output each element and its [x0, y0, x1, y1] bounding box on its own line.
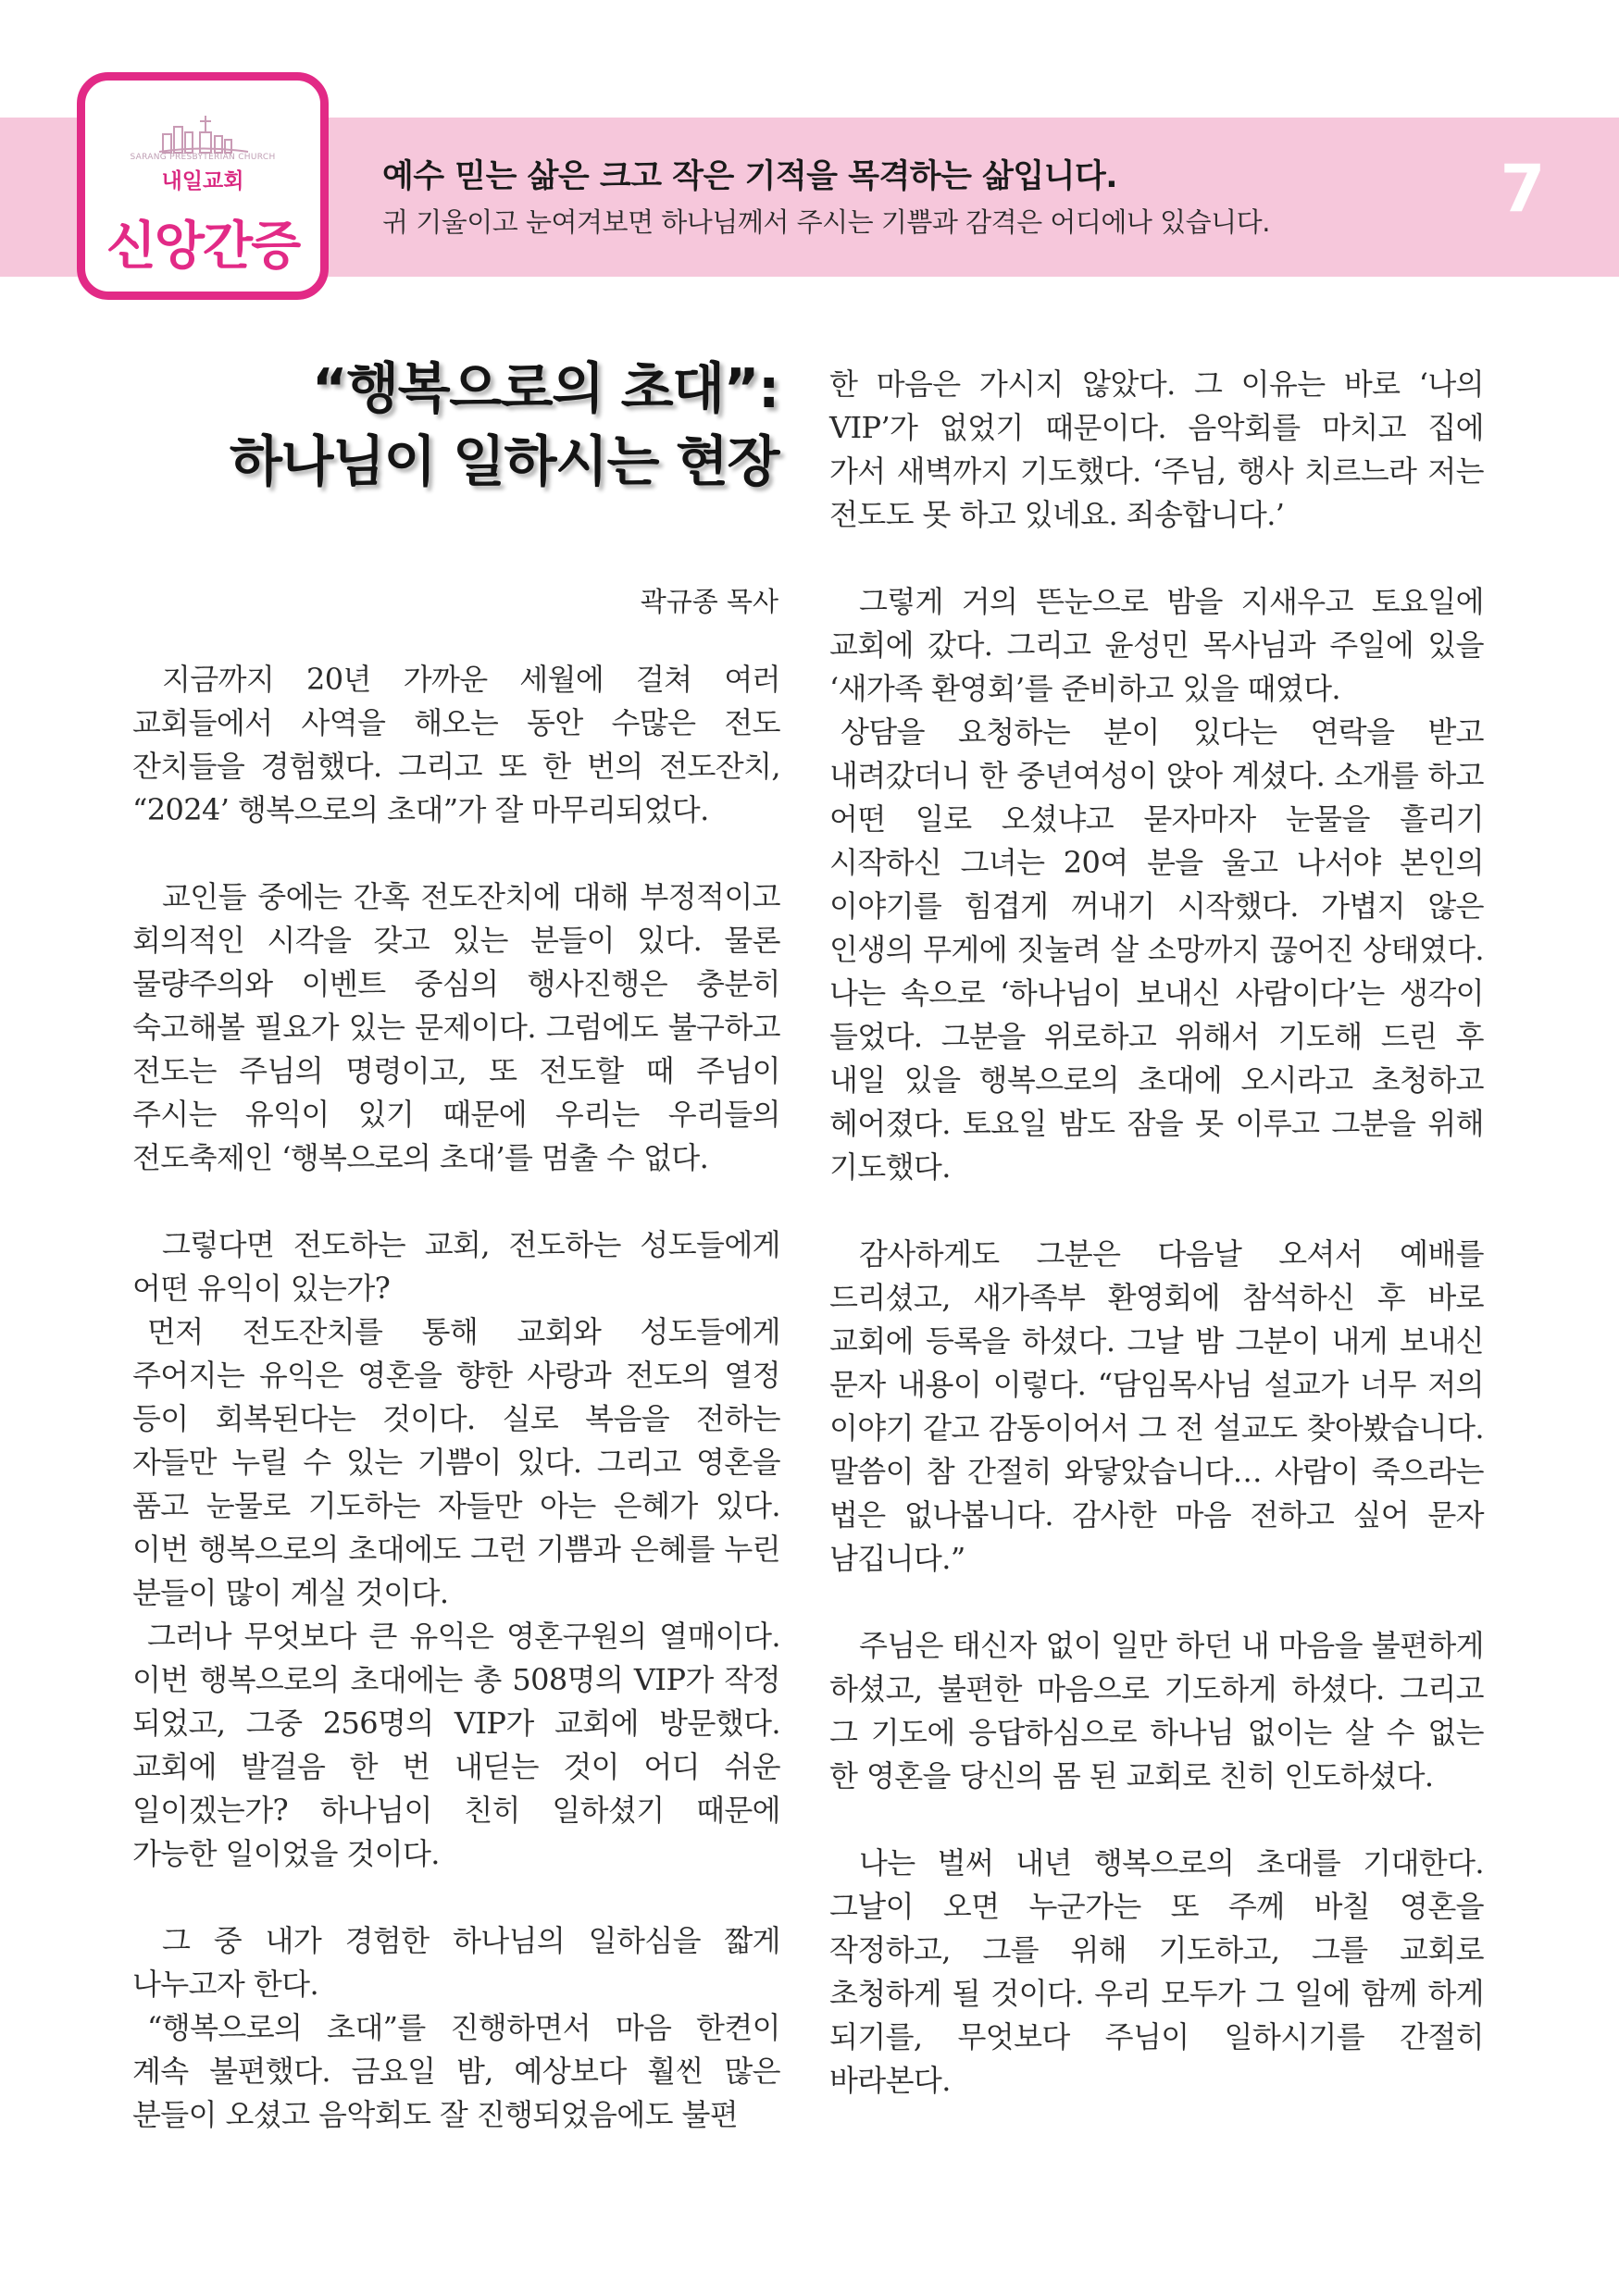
header-subline: 귀 기울이고 눈여겨보면 하나님께서 주시는 기쁨과 감격은 어디에나 있습니다.: [382, 206, 1270, 238]
logo-subtitle: SARANG PRESBYTERIAN CHURCH: [130, 153, 276, 162]
paragraph: 먼저 전도잔치를 통해 교회와 성도들에게 주어지는 유익은 영혼을 향한 사랑과 전도의 열정 등이 회복된다는 것이다. 실로 복음을 전하는 자들만 누릴 수 있는 기쁨이 있다. 그리고 영혼을 품고 눈물로 기도하는 자들만 아는 은혜가 있다. 이번 행복으로의 초대에도 그런 기쁨과 은혜를 누린 분들이 많이 계실 것이다.: [132, 1314, 780, 1610]
page-number: 7: [1500, 151, 1546, 227]
paragraph: 지금까지 20년 가까운 세월에 걸쳐 여러 교회들에서 사역을 해오는 동안 수많은 전도 잔치들을 경험했다. 그리고 또 한 번의 전도잔치, “2024’ 행복으로의 초대”가 잘 마무리되었다.: [132, 662, 780, 827]
paragraph: 나는 벌써 내년 행복으로의 초대를 기대한다. 그날이 오면 누군가는 또 주께 바칠 영혼을 작정하고, 그를 위해 기도하고, 그를 교회로 초청하게 될 것이다. 우리 모두가 그 일에 함께 하게 되기를, 무엇보다 주님이 일하시기를 간절히 바라본다.: [829, 1845, 1484, 2098]
article-right-column: [829, 363, 1484, 2103]
section-title: 신앙간증: [106, 217, 300, 277]
paragraph: 상담을 요청하는 분이 있다는 연락을 받고 내려갔더니 한 중년여성이 앉아 계셨다. 소개를 하고 어떤 일로 오셨냐고 묻자마자 눈물을 흘리기 시작하신 그녀는 20여 분을 울고 나서야 본인의 이야기를 힘겹게 꺼내기 시작했다. 가볍지 않은 인생의 무게에 짓눌려 살 소망까지 끊어진 상태였다. 나는 속으로 ‘하나님이 보내신 사람이다’는 생각이 들었다. 그분을 위로하고 위해서 기도해 드린 후 내일 있을 행복으로의 초대에 오시라고 초청하고 헤어졌다. 토요일 밤도 잠을 못 이루고 그분을 위해 기도했다.: [829, 714, 1484, 1185]
paragraph: “행복으로의 초대”를 진행하면서 마음 한켠이 계속 불편했다. 금요일 밤, 예상보다 훨씬 많은 분들이 오셨고 음악회도 잘 진행되었음에도 불편: [132, 2010, 780, 2132]
article-author: 곽규종 목사: [640, 586, 778, 617]
paragraph: 감사하게도 그분은 다음날 오셔서 예배를 드리셨고, 새가족부 환영회에 참석하신 후 바로 교회에 등록을 하셨다. 그날 밤 그분이 내게 보내신 문자 내용이 이렇다. “담임목사님 설교가 너무 저의 이야기 같고 감동이어서 그 전 설교도 찾아봤습니다. 말씀이 참 간절히 와닿았습니다… 사람이 죽으라는 법은 없나봅니다. 감사한 마음 전하고 싶어 문자 남깁니다.”: [829, 1236, 1484, 1576]
paragraph: 주님은 태신자 없이 일만 하던 내 마음을 불편하게 하셨고, 불편한 마음으로 기도하게 하셨다. 그리고 그 기도에 응답하심으로 하나님 없이는 살 수 없는 한 영혼을 당신의 몸 된 교회로 친히 인도하셨다.: [829, 1628, 1484, 1793]
header-headline: 예수 믿는 삶은 크고 작은 기적을 목격하는 삶입니다.: [382, 158, 1118, 195]
section-badge: [77, 72, 329, 300]
paragraph: 그렇다면 전도하는 교회, 전도하는 성도들에게 어떤 유익이 있는가?: [132, 1227, 780, 1306]
paragraph: 한 마음은 가시지 않았다. 그 이유는 바로 ‘나의 VIP’가 없었기 때문이다. 음악회를 마치고 집에 가서 새벽까지 기도했다. ‘주님, 행사 치르느라 저는 전도도 못 하고 있네요. 죄송합니다.’: [829, 366, 1484, 532]
article-left-column: [132, 658, 780, 2137]
article-title: [230, 352, 778, 498]
paragraph: 교인들 중에는 간혹 전도잔치에 대해 부정적이고 회의적인 시각을 갖고 있는 분들이 있다. 물론 물량주의와 이벤트 중심의 행사진행은 충분히 숙고해볼 필요가 있는 문제이다. 그럼에도 불구하고 전도는 주님의 명령이고, 또 전도할 때 주님이 주시는 유익이 있기 때문에 우리는 우리들의 전도축제인 ‘행복으로의 초대’를 멈출 수 없다.: [132, 879, 780, 1175]
paragraph: 그렇게 거의 뜬눈으로 밤을 지새우고 토요일에 교회에 갔다. 그리고 윤성민 목사님과 주일에 있을 ‘새가족 환영회’를 준비하고 있을 때였다.: [829, 584, 1484, 706]
article-title-line2: 하나님이 일하시는 현장: [229, 429, 778, 493]
paragraph: 그러나 무엇보다 큰 유익은 영혼구원의 열매이다. 이번 행복으로의 초대에는 총 508명의 VIP가 작정 되었고, 그중 256명의 VIP가 교회에 방문했다. 교회에 발걸음 한 번 내딛는 것이 어디 쉬운 일이겠는가? 하나님이 친히 일하셨기 때문에 가능한 일이었을 것이다.: [132, 1619, 780, 1871]
paragraph: 그 중 내가 경험한 하나님의 일하심을 짧게 나누고자 한다.: [132, 1923, 780, 2002]
church-skyline-logo-icon: [157, 114, 250, 155]
church-name: 내일교회: [161, 169, 244, 193]
article-title-line1: “행복으로의 초대”:: [311, 356, 778, 420]
